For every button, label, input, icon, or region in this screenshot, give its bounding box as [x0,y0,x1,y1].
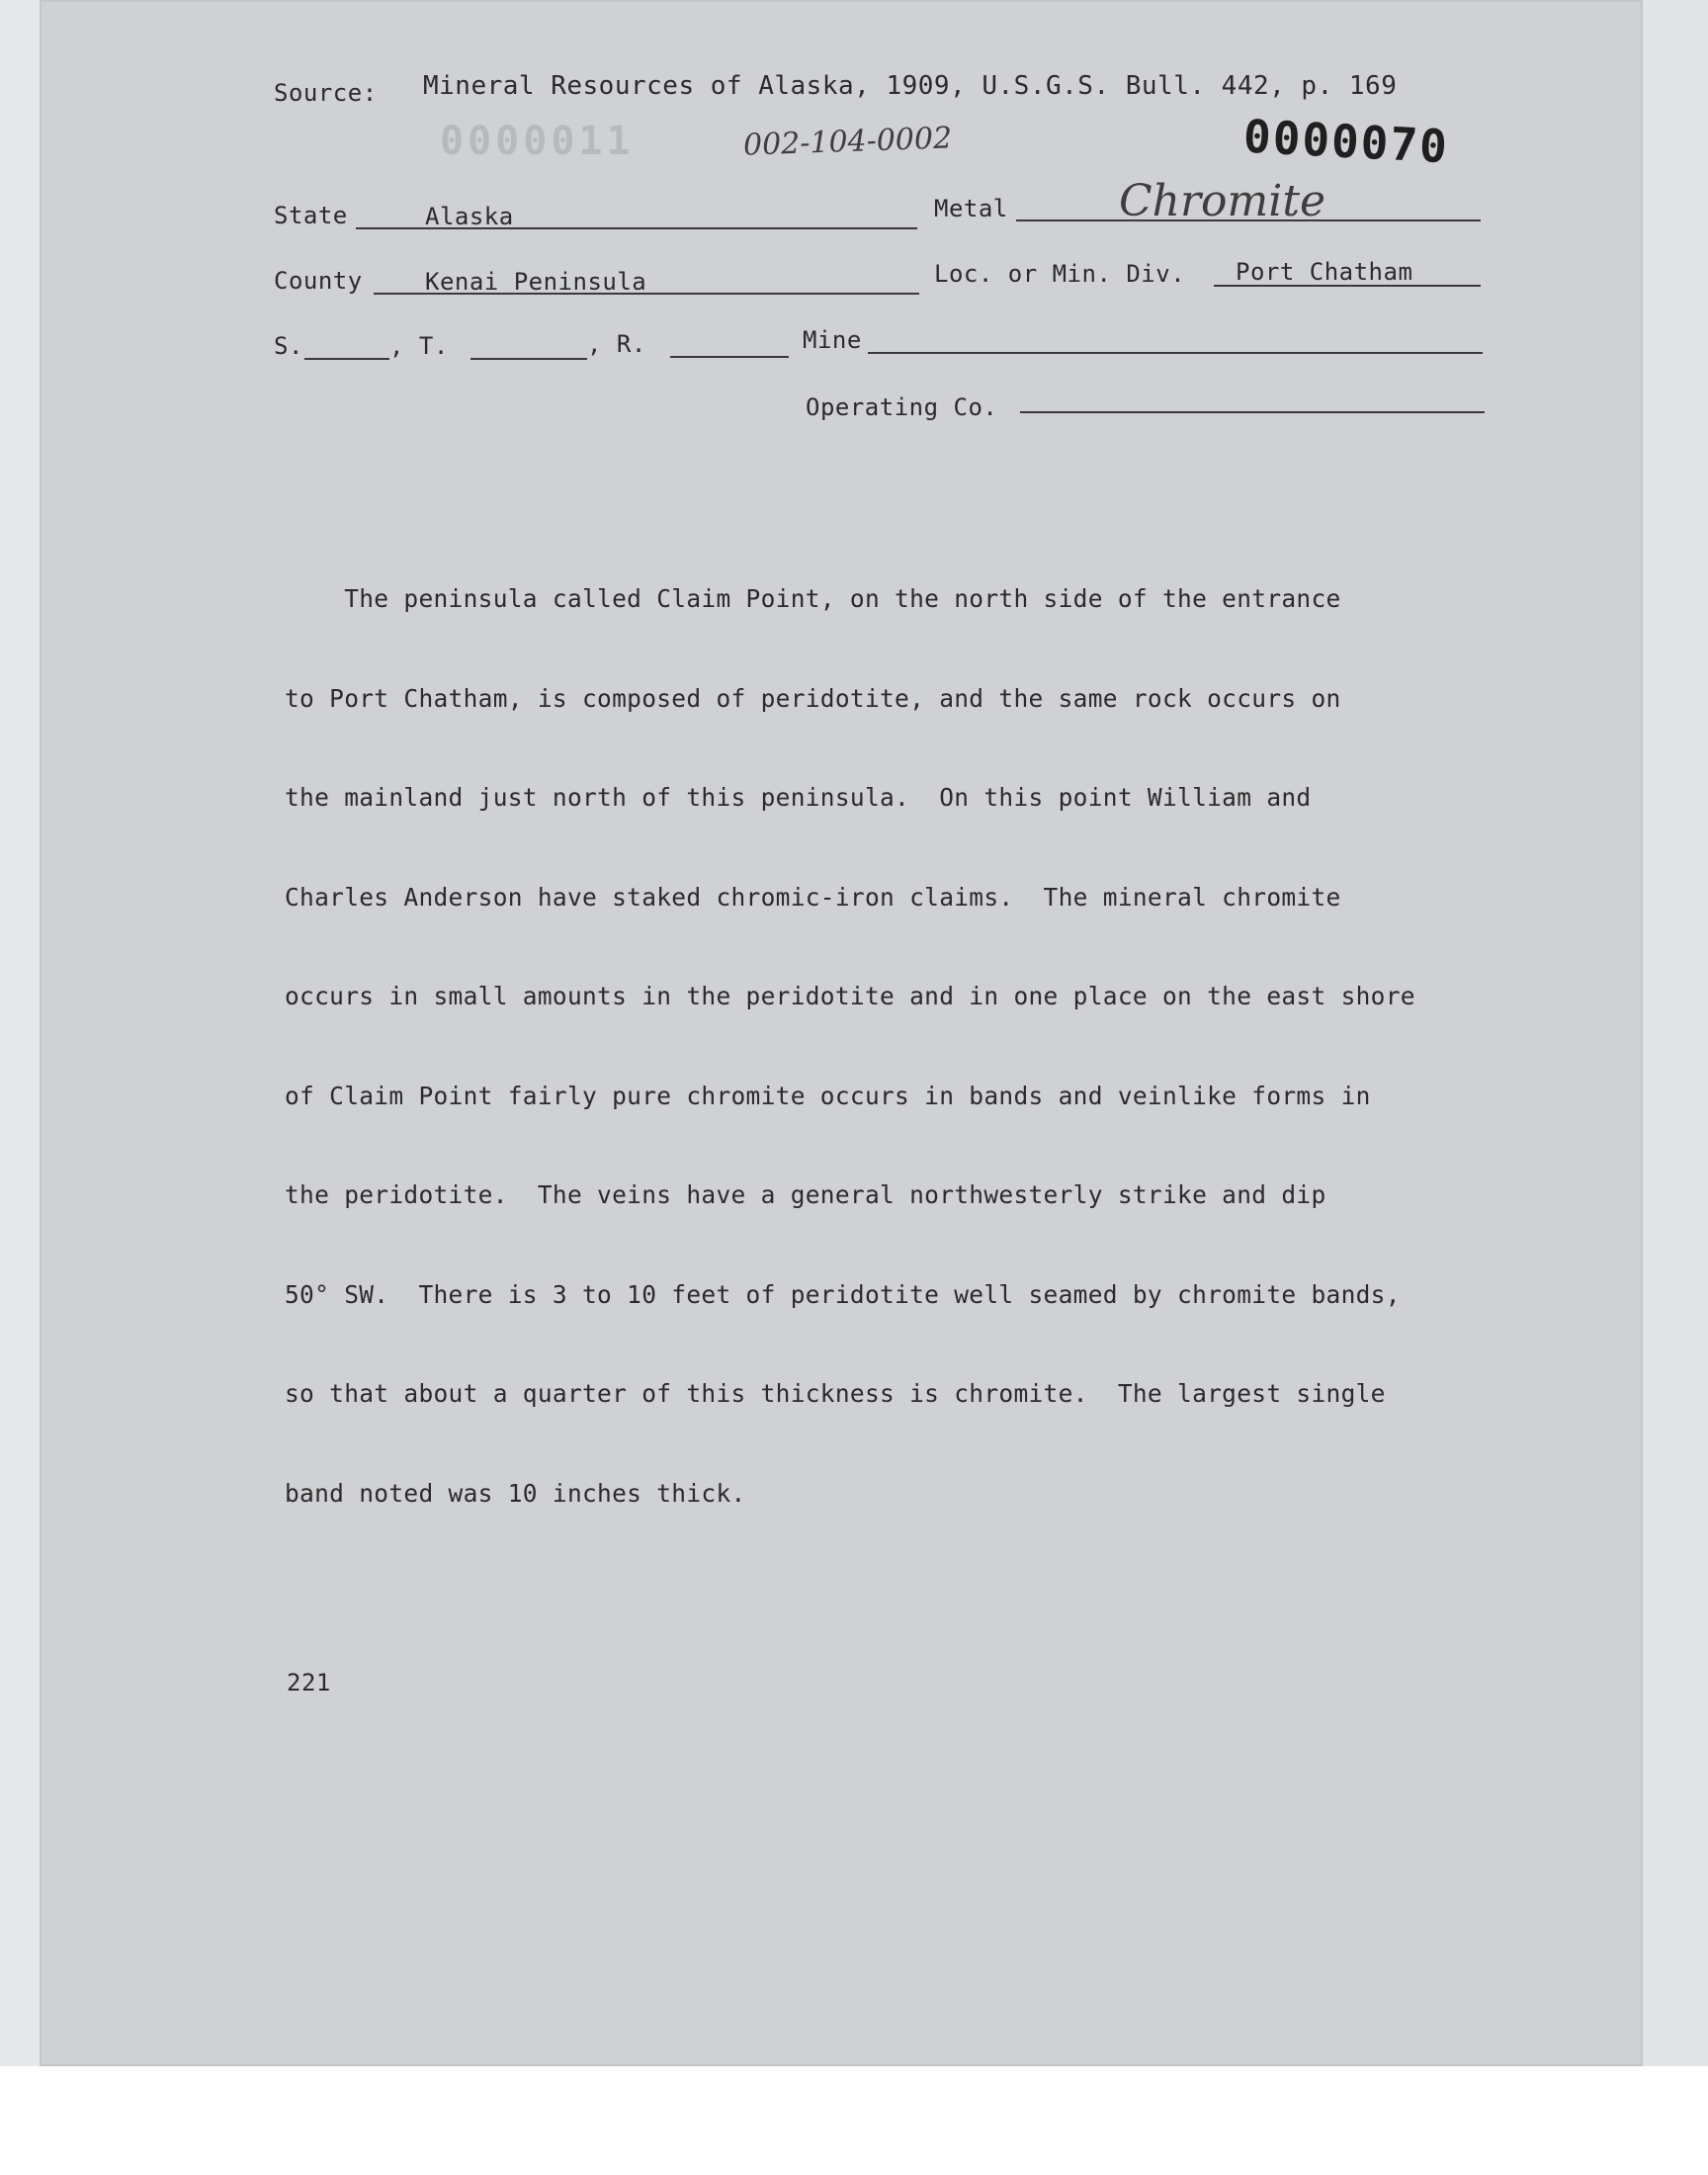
operating-co-label: Operating Co. [806,393,998,421]
metal-value-handwritten: Chromite [1119,176,1326,226]
paragraph-line: Charles Anderson have staked chromic-iron claims. The mineral chromite [285,882,1341,912]
loc-label: Loc. or Min. Div. [934,260,1186,288]
faded-stamp-number: 0000011 [440,119,635,164]
section-underline [304,358,389,360]
paragraph-line: to Port Chatham, is composed of peridotite, and the same rock occurs on [285,683,1341,713]
paragraph-line: occurs in small amounts in the peridotite and in one place on the east shore [285,982,1415,1010]
loc-value: Port Chatham [1236,258,1413,286]
handwritten-code: 002-104-0002 [742,121,953,163]
range-label: , R. [587,330,646,358]
paragraph-line: the peridotite. The veins have a general northwesterly strike and dip [285,1180,1326,1209]
operating-co-underline [1020,411,1485,413]
county-label: County [274,267,363,295]
source-value: Mineral Resources of Alaska, 1909, U.S.G.S. Bull. 442, p. 169 [423,71,1398,101]
mine-label: Mine [803,326,862,354]
township-label: , T. [389,332,449,360]
paragraph-line: the mainland just north of this peninsula. On this point William and [285,783,1312,812]
description-paragraph [285,516,1570,1543]
scan-margin-right [1643,0,1708,2066]
mine-underline [868,352,1483,354]
metal-label: Metal [934,195,1008,222]
scan-margin-left [0,0,40,2066]
source-label: Source: [274,79,378,107]
paragraph-line: band noted was 10 inches thick. [285,1478,746,1508]
record-stamp-number: 0000070 [1241,109,1451,174]
paragraph-line: 50° SW. There is 3 to 10 feet of peridotite well seamed by chromite bands, [285,1279,1401,1309]
county-value: Kenai Peninsula [425,268,647,296]
paragraph-line: so that about a quarter of this thickness is chromite. The largest single [285,1379,1386,1408]
page-number: 221 [287,1669,331,1696]
section-label: S. [274,332,303,360]
township-underline [470,358,587,360]
state-value: Alaska [425,203,514,230]
state-label: State [274,202,348,229]
range-underline [670,356,789,358]
paragraph-line: of Claim Point fairly pure chromite occurs in bands and veinlike forms in [285,1081,1371,1110]
paragraph-line: The peninsula called Claim Point, on the north side of the entrance [285,584,1341,613]
